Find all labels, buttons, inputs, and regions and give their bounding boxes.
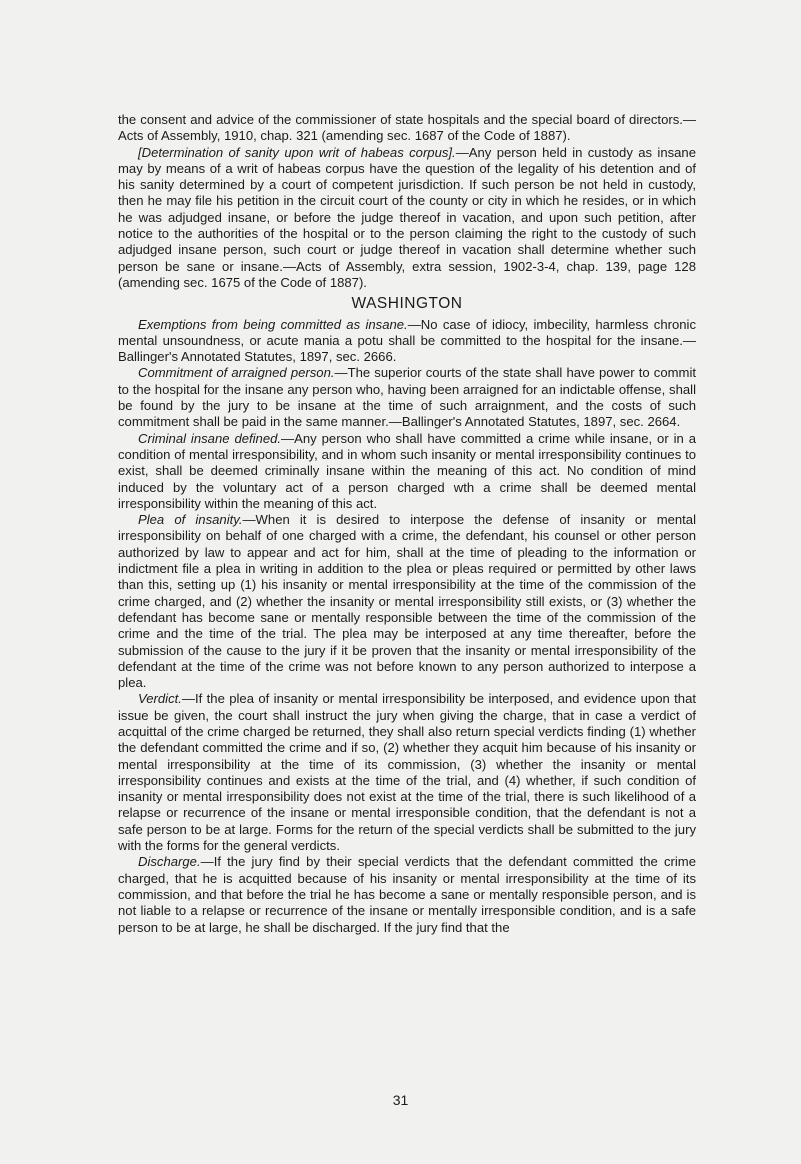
paragraph-exemptions [118,317,696,366]
paragraph-text: —Any person held in custody as insane may by means of a writ of habeas corpus have the question of the legality of his detention and of his sanity determined by a court of competent jurisdiction. If such person be not held in custody, then he may file his petition in the circuit court of the county or city in which he resides, or in which he was adjudged insane, or before the judge thereof in vacation, and upon such petition, after notice to the authorities of the hospital or to the person claiming the right to the custody of such adjudged insane person, such court or judge thereof in vacation shall determine whether such person be sane or insane.—Acts of Assembly, extra session, 1902-3-4, chap. 139, page 128 (amending sec. 1675 of the Code of 1887). [118,144,696,290]
paragraph-habeas-corpus [118,145,696,292]
page-body [118,112,696,936]
paragraph-title: Discharge. [138,854,201,870]
paragraph-discharge [118,854,696,935]
paragraph-text: —If the jury find by their special verdicts that the defendant committed the crime charged, that he is acquitted because of his insanity or mental irresponsibility at the time of its commission, and that before the trial he has become a sane or mentally responsible person, and is not liable to a relapse or recurrence of the insane or mentally irresponsible condition, and is a safe person to be at large, he shall be discharged. If the jury find that the [118,854,696,935]
paragraph-text: —Any person who shall have committed a crime while insane, or in a condition of mental irresponsibility, and in whom such insanity or mental irresponsibility continues to exist, shall be deemed criminally insane within the meaning of this act. No condition of mind induced by the voluntary act of a person charged wth a crime shall be deemed mental irresponsibility within the meaning of this act. [118,430,696,511]
paragraph-text: —When it is desired to interpose the defense of insanity or mental irresponsibility on behalf of one charged with a crime, the defendant, his counsel or other person authorized by law to appear and act for him, shall at the time of pleading to the information or indictment file a plea in writing in addition to the plea or pleas required or permitted by other laws than this, setting up (1) his insanity or mental irresponsibility at the time of the commission of the crime charged, and (2) whether the insanity or mental irresponsibility still exists, or (3) whether the defendant has become sane or mentally responsible between the time of the commission of the crime and the time of the trial. The plea may be interposed at any time thereafter, before the submission of the cause to the jury if it be proven that the insanity or mental irresponsibility of the defendant at the time of the crime was not before known to any person authorized to interpose a plea. [118,512,696,691]
paragraph-title: [Determination of sanity upon writ of habeas corpus]. [138,144,456,160]
paragraph-continuation: the consent and advice of the commissioner of state hospitals and the special board of directors.—Acts of Assembly, 1910, chap. 321 (amending sec. 1687 of the Code of 1887). [118,112,696,144]
paragraph-plea [118,512,696,691]
page-number: 31 [392,1092,409,1108]
paragraph-text: —If the plea of insanity or mental irresponsibility be interposed, and evidence upon that issue be given, the court shall instruct the jury when giving the charge, that in case a verdict of acquittal of the crime charged be returned, they shall also return special verdicts finding (1) whether the defendant committed the crime and if so, (2) whether they acquit him because of his insanity or mental irresponsibility at the time of its commission, (3) whether the insanity or mental irresponsibility continues and exists at the time of the trial, and (4) whether, if such condition of insanity or mental irresponsibility does not exist at the time of the trial, there is such likelihood of a relapse or recurrence of the insane or mental irresponsible condition, that the defendant is not a safe person to be at large. Forms for the return of the special verdicts shall be submitted to the jury with the forms for the general verdicts. [118,691,696,854]
section-heading: WASHINGTON [351,295,463,313]
paragraph-commitment [118,365,696,430]
paragraph-text: —No case of idiocy, imbecility, harmless chronic mental unsoundness, or acute mania a potu shall be committed to the hospital for the insane.—Ballinger's Annotated Statutes, 1897, sec. 2666. [118,316,696,365]
paragraph-text: —The superior courts of the state shall have power to commit to the hospital for the insane any person who, having been arraigned for an indictable offense, shall be found by the jury to be insane at the time of such arraignment, and the costs of such commitment shall be paid in the same manner.—Ballinger's Annotated Statutes, 1897, sec. 2664. [118,365,696,430]
paragraph-criminal-insane [118,431,696,512]
paragraph-title: Exemptions from being committed as insane. [138,316,408,332]
paragraph-title: Commitment of arraigned person. [138,365,335,381]
paragraph-title: Criminal insane defined. [138,430,282,446]
paragraph-title: Plea of insanity. [138,512,243,528]
paragraph-verdict [118,691,696,854]
paragraph-title: Verdict. [138,691,182,707]
